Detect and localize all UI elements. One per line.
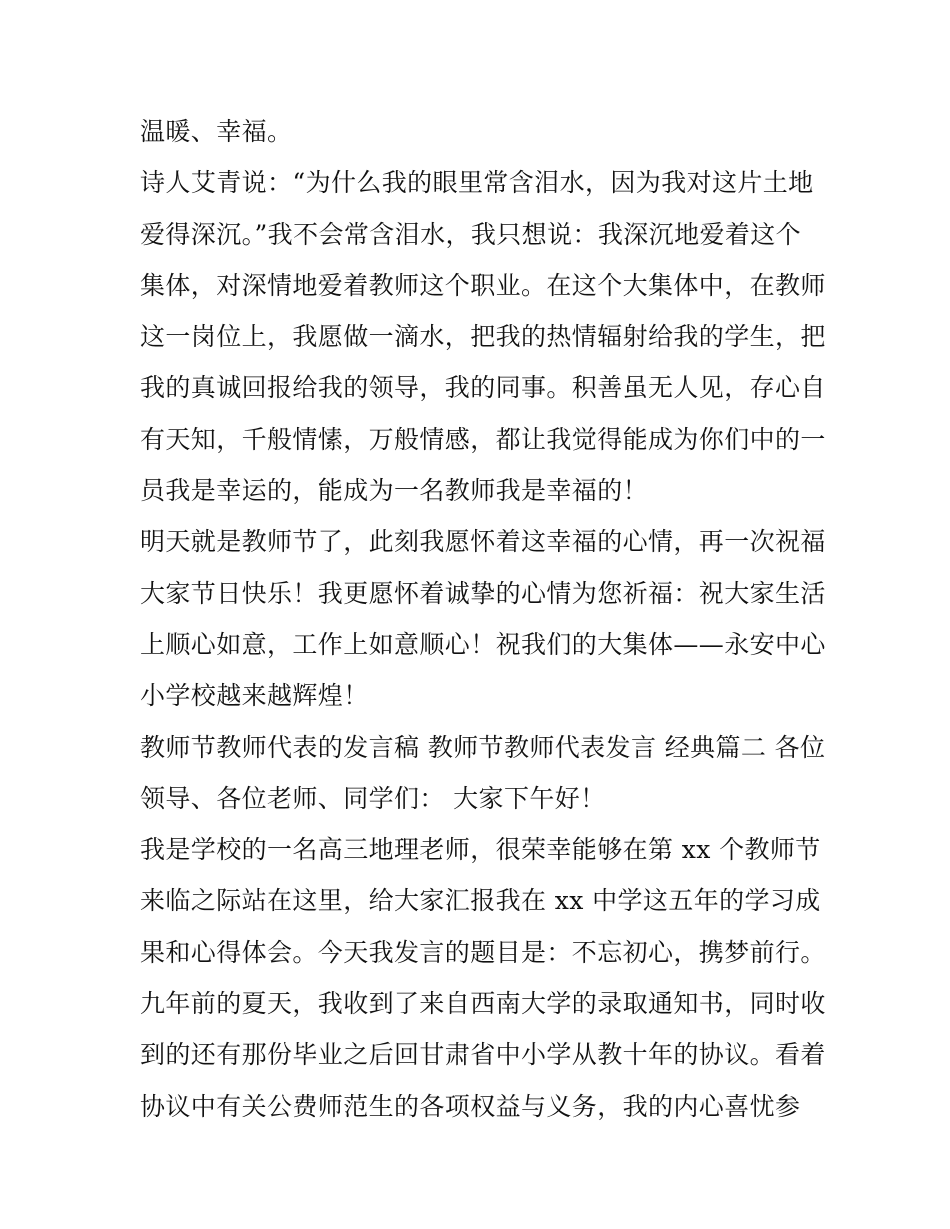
text-line: 教师节教师代表的发言稿 教师节教师代表发言 经典篇二 各位 (140, 732, 826, 762)
text-line: 九年前的夏天，我收到了来自西南大学的录取通知书，同时收 (140, 989, 826, 1019)
text-line: 协议中有关公费师范生的各项权益与义务，我的内心喜忧参 (140, 1091, 801, 1121)
text-line: 温暖、幸福。 (140, 117, 293, 146)
text-line: 明天就是教师节了，此刻我愿怀着这幸福的心情，再一次祝福 (140, 527, 826, 557)
text-line: 有天知，千般情愫，万般情感，都让我觉得能成为你们中的一 (140, 424, 826, 454)
text-line: 员我是幸运的，能成为一名教师我是幸福的！ (140, 476, 649, 506)
text-line: 集体，对深情地爱着教师这个职业。在这个大集体中，在教师 (140, 270, 826, 300)
text-line: 爱得深沉。”我不会常含泪水，我只想说：我深沉地爱着这个 (140, 219, 802, 249)
text-line: 我是学校的一名高三地理老师，很荣幸能够在第 xx 个教师节 (140, 835, 821, 865)
document-body (140, 106, 826, 1132)
text-line: 大家节日快乐！我更愿怀着诚挚的心情为您祈福：祝大家生活 (140, 578, 826, 608)
text-line: 果和心得体会。今天我发言的题目是：不忘初心，携梦前行。 (140, 937, 826, 967)
text-line: 来临之际站在这里，给大家汇报我在 xx 中学这五年的学习成 (140, 886, 821, 916)
text-line: 小学校越来越辉煌！ (140, 681, 369, 711)
text-line: 我的真诚回报给我的领导，我的同事。积善虽无人见，存心自 (140, 373, 826, 403)
text-line: 上顺心如意，工作上如意顺心！祝我们的大集体——永安中心 (140, 629, 826, 659)
text-line: 到的还有那份毕业之后回甘肃省中小学从教十年的协议。看着 (140, 1040, 826, 1070)
text-line: 这一岗位上，我愿做一滴水，把我的热情辐射给我的学生，把 (140, 322, 826, 352)
text-line: 领导、各位老师、同学们： 大家下午好！ (140, 783, 606, 813)
text-line: 诗人艾青说：“为什么我的眼里常含泪水，因为我对这片土地 (140, 168, 814, 198)
